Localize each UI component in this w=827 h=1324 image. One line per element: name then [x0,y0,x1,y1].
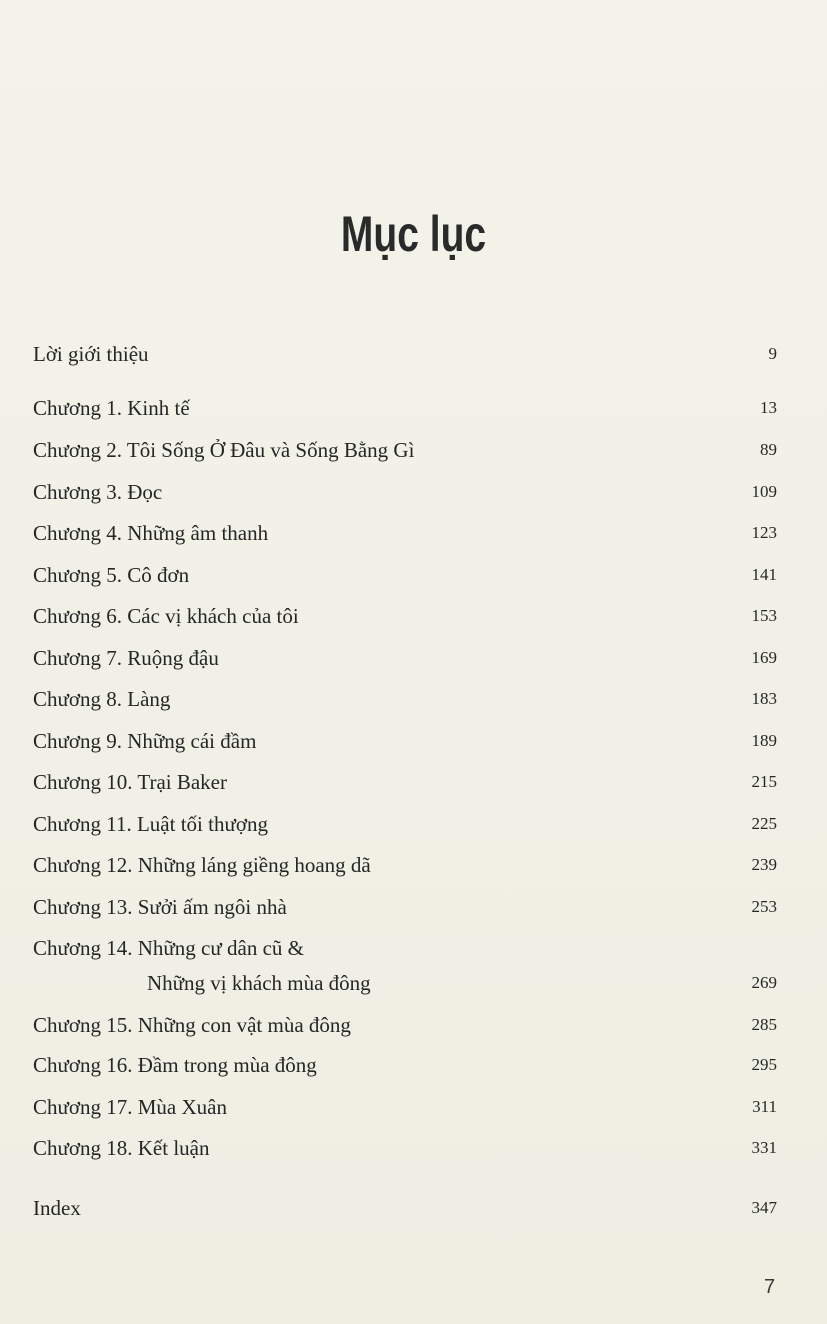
toc-entry-chapter-14 [33,933,777,963]
toc-entry-chapter-9 [33,726,777,756]
toc-entry-introduction [33,339,777,369]
toc-entry-label: Chương 12. Những láng giềng hoang dã [33,853,371,877]
toc-entry-label: Chương 7. Ruộng đậu [33,646,219,670]
toc-entry-label: Chương 9. Những cái đầm [33,729,257,753]
toc-entry-chapter-14-continuation: Những vị khách mùa đông [147,971,371,995]
toc-entry-label: Chương 15. Những con vật mùa đông [33,1013,351,1037]
toc-entry-chapter-17 [33,1092,777,1122]
toc-entry-label: Chương 13. Sưởi ấm ngôi nhà [33,895,287,919]
toc-entry-label: Chương 17. Mùa Xuân [33,1095,227,1119]
toc-entry-page-number: 183 [751,689,777,708]
toc-entry-label: Chương 6. Các vị khách của tôi [33,604,299,628]
toc-entry-label: Chương 10. Trại Baker [33,770,227,794]
toc-entry-chapter-6 [33,601,777,631]
toc-entry-label: Chương 18. Kết luận [33,1136,210,1160]
toc-entry-page-number: 89 [760,440,777,459]
toc-entry-page-number: 239 [751,855,777,874]
toc-entry-chapter-10 [33,767,777,797]
toc-entry-page-number: 295 [751,1055,777,1074]
toc-entry-chapter-5 [33,560,777,590]
toc-entry-page-number: 109 [751,482,777,501]
toc-entry-page-number: 189 [751,731,777,750]
toc-entry-chapter-1 [33,393,777,423]
toc-entry-page-number: 347 [751,1198,777,1217]
toc-entry-label: Chương 1. Kinh tế [33,396,190,420]
toc-entry-page-number: 13 [760,398,777,417]
toc-entry-chapter-3 [33,477,777,507]
toc-entry-page-number: 225 [751,814,777,833]
page-title: Mục lục [340,206,487,262]
toc-entry-page-number: 215 [751,772,777,791]
toc-entry-label: Chương 11. Luật tối thượng [33,812,268,836]
toc-entry-label: Chương 16. Đầm trong mùa đông [33,1053,317,1077]
toc-entry-page-number: 253 [751,897,777,916]
toc-entry-page-number: 169 [751,648,777,667]
toc-entry-chapter-15 [33,1010,777,1040]
toc-entry-chapter-12 [33,850,777,880]
toc-entry-chapter-4 [33,518,777,548]
toc-entry-page-number: 123 [751,523,777,542]
toc-entry-label: Chương 4. Những âm thanh [33,521,269,545]
toc-entry-page-number: 311 [752,1097,777,1116]
toc-entry-page-number: 331 [751,1138,777,1157]
toc-entry-page-number: 9 [768,344,777,363]
toc-entry-label: Chương 8. Làng [33,687,171,711]
toc-entry-chapter-18 [33,1133,777,1163]
toc-entry-chapter-7 [33,643,777,673]
toc-entry-page-number: 153 [751,606,777,625]
toc-entry-index [33,1193,777,1223]
toc-entry-page-number: 269 [751,973,777,992]
toc-entry-chapter-16 [33,1050,777,1080]
toc-entry-page-number: 285 [751,1015,777,1034]
toc-entry-chapter-8 [33,684,777,714]
toc-entry-chapter-14-page-row [33,968,777,998]
toc-entry-label: Chương 3. Đọc [33,480,163,504]
toc-entry-chapter-11 [33,809,777,839]
toc-entry-chapter-13 [33,892,777,922]
toc-entry-label: Chương 14. Những cư dân cũ & [33,936,304,960]
toc-entry-page-number: 141 [751,565,777,584]
toc-entry-label: Lời giới thiệu [33,342,149,366]
toc-entry-label: Chương 5. Cô đơn [33,563,190,587]
toc-entry-label: Index [33,1196,81,1220]
toc-entry-label: Chương 2. Tôi Sống Ở Đâu và Sống Bằng Gì [33,438,415,462]
page-number: 7 [764,1276,776,1298]
toc-entry-chapter-2 [33,435,777,465]
